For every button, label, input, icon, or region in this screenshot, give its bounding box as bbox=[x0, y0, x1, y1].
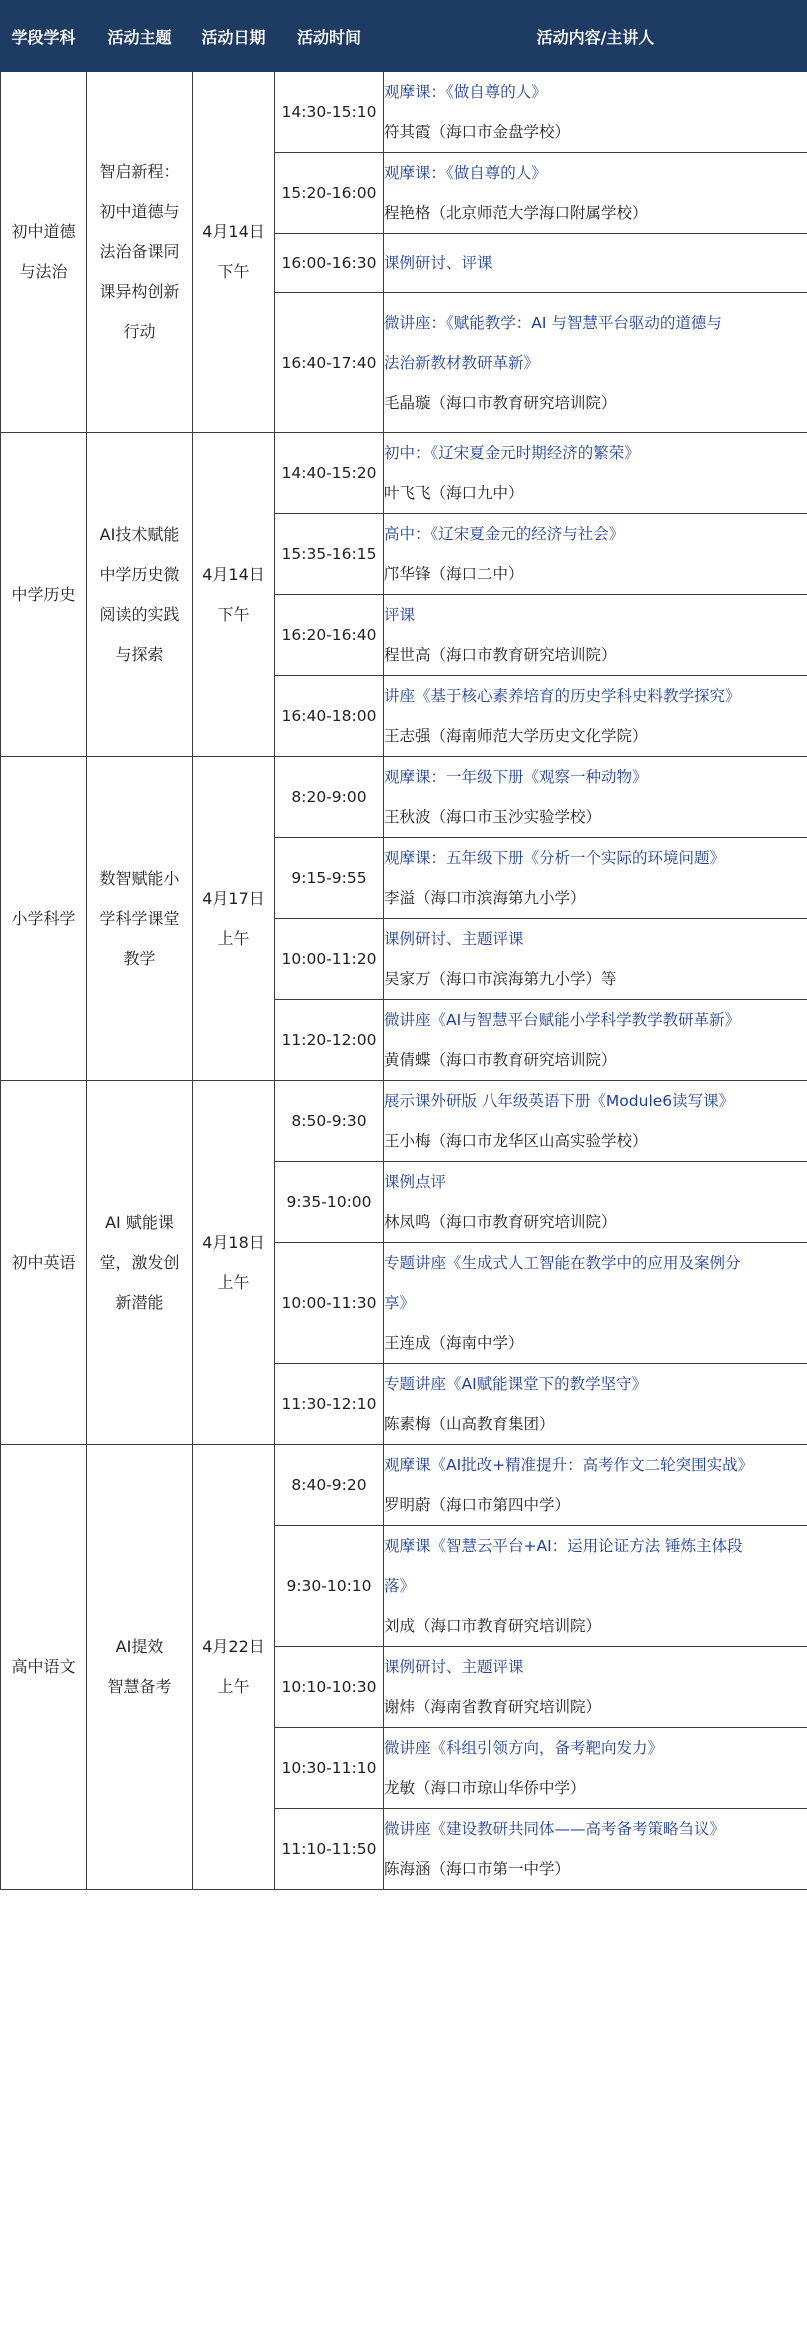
session-speaker: 谢炜（海南省教育研究培训院） bbox=[384, 1698, 602, 1716]
theme-cell: 数智赋能小 学科学课堂 教学 bbox=[87, 757, 193, 1081]
time-cell: 9:30-10:10 bbox=[275, 1526, 384, 1647]
session-speaker: 吴家万（海口市滨海第九小学）等 bbox=[384, 970, 617, 988]
theme-cell: AI 赋能课 堂，激发创 新潜能 bbox=[87, 1081, 193, 1445]
content-cell bbox=[384, 595, 807, 676]
time-cell: 11:30-12:10 bbox=[275, 1364, 384, 1445]
session-title: 课例点评 bbox=[384, 1173, 447, 1191]
header-time: 活动时间 bbox=[275, 1, 384, 72]
time-cell: 8:20-9:00 bbox=[275, 757, 384, 838]
content-cell bbox=[384, 1243, 807, 1364]
session-title: 展示课外研版 八年级英语下册《Module6读写课》 bbox=[384, 1092, 735, 1110]
session-speaker: 王连成（海南中学） bbox=[384, 1334, 524, 1352]
session-title: 微讲座《科组引领方向，备考靶向发力》 bbox=[384, 1739, 664, 1757]
content-cell bbox=[384, 1809, 807, 1890]
time-cell: 15:35-16:15 bbox=[275, 514, 384, 595]
session-speaker: 刘成（海口市教育研究培训院） bbox=[384, 1617, 602, 1635]
session-speaker: 陈海涵（海口市第一中学） bbox=[384, 1860, 571, 1878]
table-row bbox=[1, 1445, 807, 1526]
subject-cell: 高中语文 bbox=[1, 1445, 87, 1890]
session-title: 专题讲座《生成式人工智能在教学中的应用及案例分 享》 bbox=[384, 1254, 741, 1312]
session-title: 讲座《基于核心素养培育的历史学科史料教学探究》 bbox=[384, 687, 741, 705]
time-cell: 9:15-9:55 bbox=[275, 838, 384, 919]
header-content: 活动内容/主讲人 bbox=[384, 1, 807, 72]
subject-cell: 初中道德 与法治 bbox=[1, 72, 87, 433]
time-cell: 16:00-16:30 bbox=[275, 234, 384, 293]
session-speaker: 陈素梅（山高教育集团） bbox=[384, 1415, 555, 1433]
session-speaker: 邝华锋（海口二中） bbox=[384, 565, 524, 583]
content-cell bbox=[384, 1647, 807, 1728]
content-cell bbox=[384, 919, 807, 1000]
session-speaker: 符其霞（海口市金盘学校） bbox=[384, 123, 571, 141]
date-cell: 4月14日 下午 bbox=[193, 433, 275, 757]
subject-cell: 小学科学 bbox=[1, 757, 87, 1081]
content-cell bbox=[384, 1364, 807, 1445]
session-title: 高中：《辽宋夏金元的经济与社会》 bbox=[384, 525, 625, 543]
session-title: 观摩课：五年级下册《分析一个实际的环境问题》 bbox=[384, 849, 726, 867]
session-title: 观摩课《智慧云平台+AI：运用论证方法 锤炼主体段 落》 bbox=[384, 1537, 743, 1595]
time-cell: 16:20-16:40 bbox=[275, 595, 384, 676]
content-cell bbox=[384, 676, 807, 757]
time-cell: 14:30-15:10 bbox=[275, 72, 384, 153]
session-title: 微讲座《建设教研共同体——高考备考策略刍议》 bbox=[384, 1820, 726, 1838]
content-cell bbox=[384, 1162, 807, 1243]
session-speaker: 王秋波（海口市玉沙实验学校） bbox=[384, 808, 602, 826]
session-speaker: 叶飞飞（海口九中） bbox=[384, 484, 524, 502]
time-cell: 9:35-10:00 bbox=[275, 1162, 384, 1243]
session-speaker: 林凤鸣（海口市教育研究培训院） bbox=[384, 1213, 617, 1231]
header-subject: 学段学科 bbox=[1, 1, 87, 72]
session-speaker: 程世高（海口市教育研究培训院） bbox=[384, 646, 617, 664]
theme-cell: 智启新程： 初中道德与 法治备课同 课异构创新 行动 bbox=[87, 72, 193, 433]
time-cell: 8:50-9:30 bbox=[275, 1081, 384, 1162]
table-row bbox=[1, 1081, 807, 1162]
content-cell bbox=[384, 1445, 807, 1526]
session-title: 观摩课：《做自尊的人》 bbox=[384, 164, 547, 182]
date-cell: 4月14日 下午 bbox=[193, 72, 275, 433]
session-title: 课例研讨、评课 bbox=[384, 254, 493, 272]
content-cell bbox=[384, 1526, 807, 1647]
session-speaker: 罗明蔚（海口市第四中学） bbox=[384, 1496, 571, 1514]
date-cell: 4月18日 上午 bbox=[193, 1081, 275, 1445]
content-cell bbox=[384, 433, 807, 514]
session-title: 微讲座：《赋能教学：AI 与智慧平台驱动的道德与 法治新教材教研革新》 bbox=[384, 313, 722, 372]
theme-cell: AI技术赋能 中学历史微 阅读的实践 与探索 bbox=[87, 433, 193, 757]
content-cell bbox=[384, 153, 807, 234]
content-cell bbox=[384, 1000, 807, 1081]
time-cell: 11:20-12:00 bbox=[275, 1000, 384, 1081]
content-cell bbox=[384, 1081, 807, 1162]
time-cell: 10:30-11:10 bbox=[275, 1728, 384, 1809]
session-title: 初中：《辽宋夏金元时期经济的繁荣》 bbox=[384, 444, 640, 462]
table-row bbox=[1, 433, 807, 514]
content-cell bbox=[384, 1728, 807, 1809]
session-speaker: 龙敏（海口市琼山华侨中学） bbox=[384, 1779, 586, 1797]
time-cell: 16:40-17:40 bbox=[275, 293, 384, 433]
time-cell: 11:10-11:50 bbox=[275, 1809, 384, 1890]
session-speaker: 毛晶璇（海口市教育研究培训院） bbox=[384, 393, 617, 412]
content-cell bbox=[384, 514, 807, 595]
session-title: 课例研讨、主题评课 bbox=[384, 930, 524, 948]
session-speaker: 黄倩蝶（海口市教育研究培训院） bbox=[384, 1051, 617, 1069]
session-title: 观摩课：一年级下册《观察一种动物》 bbox=[384, 768, 648, 786]
time-cell: 16:40-18:00 bbox=[275, 676, 384, 757]
table-row bbox=[1, 757, 807, 838]
header-date: 活动日期 bbox=[193, 1, 275, 72]
header-theme: 活动主题 bbox=[87, 1, 193, 72]
time-cell: 15:20-16:00 bbox=[275, 153, 384, 234]
subject-cell: 中学历史 bbox=[1, 433, 87, 757]
time-cell: 10:10-10:30 bbox=[275, 1647, 384, 1728]
header-row bbox=[1, 1, 807, 72]
session-speaker: 程艳格（北京师范大学海口附属学校） bbox=[384, 204, 648, 222]
content-cell bbox=[384, 293, 807, 433]
date-cell: 4月17日 上午 bbox=[193, 757, 275, 1081]
time-cell: 8:40-9:20 bbox=[275, 1445, 384, 1526]
session-title: 课例研讨、主题评课 bbox=[384, 1658, 524, 1676]
time-cell: 14:40-15:20 bbox=[275, 433, 384, 514]
content-cell bbox=[384, 72, 807, 153]
table-row bbox=[1, 72, 807, 153]
session-title: 微讲座《AI与智慧平台赋能小学科学教学教研革新》 bbox=[384, 1011, 741, 1029]
time-cell: 10:00-11:30 bbox=[275, 1243, 384, 1364]
content-cell bbox=[384, 838, 807, 919]
session-title: 观摩课《AI批改+精准提升：高考作文二轮突围实战》 bbox=[384, 1456, 754, 1474]
session-speaker: 王志强（海南师范大学历史文化学院） bbox=[384, 727, 648, 745]
session-title: 专题讲座《AI赋能课堂下的教学坚守》 bbox=[384, 1375, 648, 1393]
theme-cell: AI提效 智慧备考 bbox=[87, 1445, 193, 1890]
session-title: 评课 bbox=[384, 606, 416, 624]
session-title: 观摩课：《做自尊的人》 bbox=[384, 83, 547, 101]
subject-cell: 初中英语 bbox=[1, 1081, 87, 1445]
date-cell: 4月22日 上午 bbox=[193, 1445, 275, 1890]
session-speaker: 王小梅（海口市龙华区山高实验学校） bbox=[384, 1132, 648, 1150]
session-speaker: 李溢（海口市滨海第九小学） bbox=[384, 889, 586, 907]
content-cell bbox=[384, 757, 807, 838]
content-cell bbox=[384, 234, 807, 293]
time-cell: 10:00-11:20 bbox=[275, 919, 384, 1000]
